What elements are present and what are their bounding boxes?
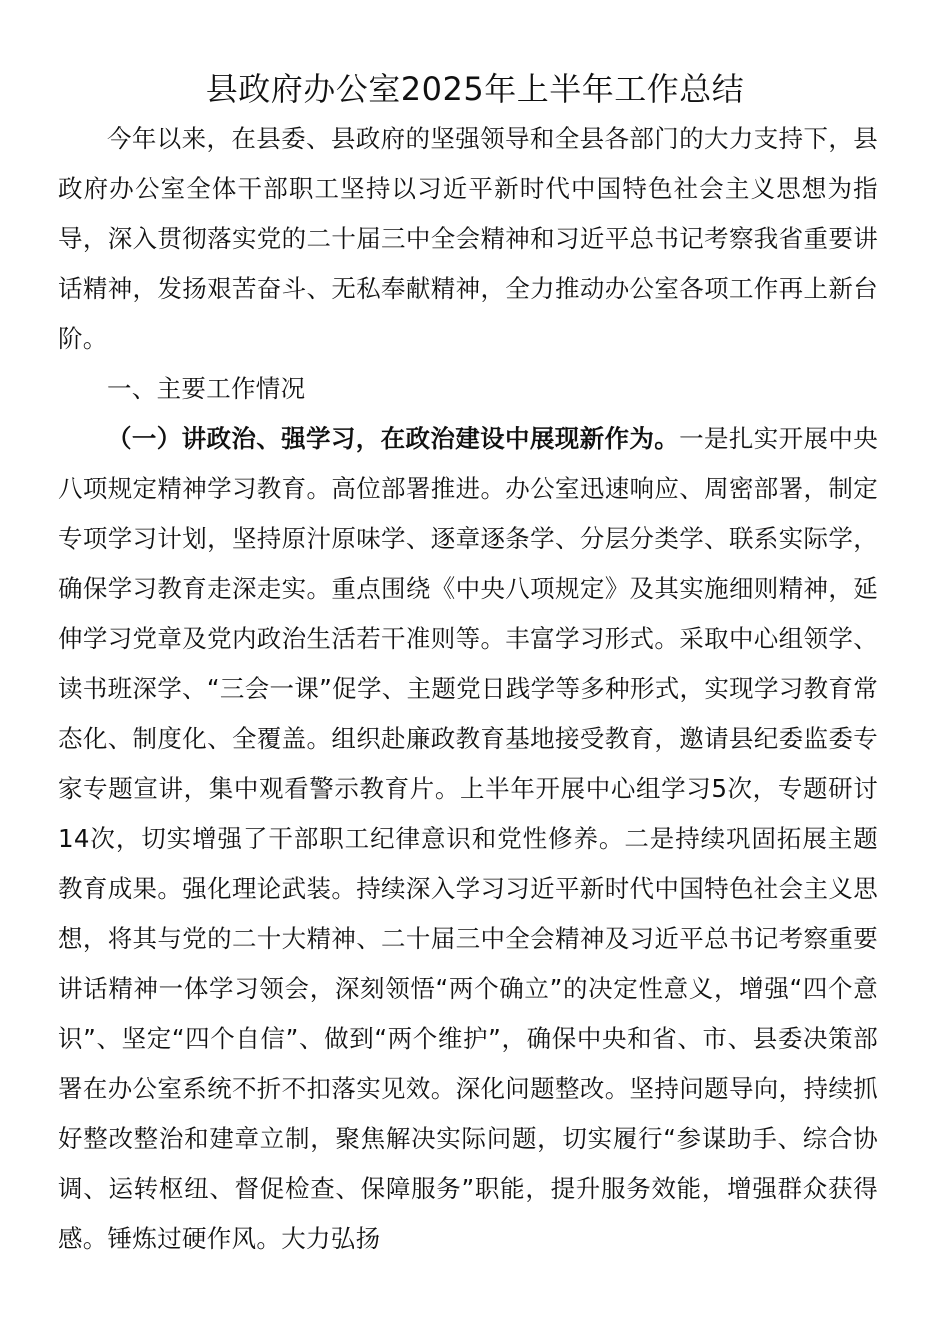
- subsection-text: 一是扎实开展中央八项规定精神学习教育。高位部署推进。办公室迅速响应、周密部署，制定专项学习计划，坚持原汁原味学、逐章逐条学、分层分类学、联系实际学，确保学习教育走深走实。重点围绕《中央八项规定》及其实施细则精神，延伸学习党章及党内政治生活若干准则等。丰富学习形式。采取中心组领学、读书班深学、“三会一课”促学、主题党日践学等多种形式，实现学习教育常态化、制度化、全覆盖。组织赴廉政教育基地接受教育，邀请县纪委监委专家专题宣讲，集中观看警示教育片。上半年开展中心组学习5次，专题研讨14次，切实增强了干部职工纪律意识和党性修养。二是持续巩固拓展主题教育成果。强化理论武装。持续深入学习习近平新时代中国特色社会主义思想，将其与党的二十大精神、二十届三中全会精神及习近平总书记考察重要讲话精神一体学习领会，深刻领悟“两个确立”的决定性意义，增强“四个意识”、坚定“四个自信”、做到“两个维护”，确保中央和省、市、县委决策部署在办公室系统不折不扣落实见效。深化问题整改。坚持问题导向，持续抓好整改整治和建章立制，聚焦解决实际问题，切实履行“参谋助手、综合协调、运转枢纽、督促检查、保障服务”职能，提升服务效能，增强群众获得感。锤炼过硬作风。大力弘扬: [58, 424, 878, 1253]
- subsection-paragraph: [58, 414, 878, 1264]
- section-heading: 一、主要工作情况: [107, 374, 306, 403]
- document-body: [58, 114, 878, 1264]
- intro-paragraph: 今年以来，在县委、县政府的坚强领导和全县各部门的大力支持下，县政府办公室全体干部职工坚持以习近平新时代中国特色社会主义思想为指导，深入贯彻落实党的二十届三中全会精神和习近平总书记考察我省重要讲话精神，发扬艰苦奋斗、无私奉献精神，全力推动办公室各项工作再上新台阶。: [58, 124, 878, 353]
- subsection-lead: （一）讲政治、强学习，在政治建设中展现新作为。: [107, 424, 680, 453]
- document-title: 县政府办公室2025年上半年工作总结: [205, 70, 745, 108]
